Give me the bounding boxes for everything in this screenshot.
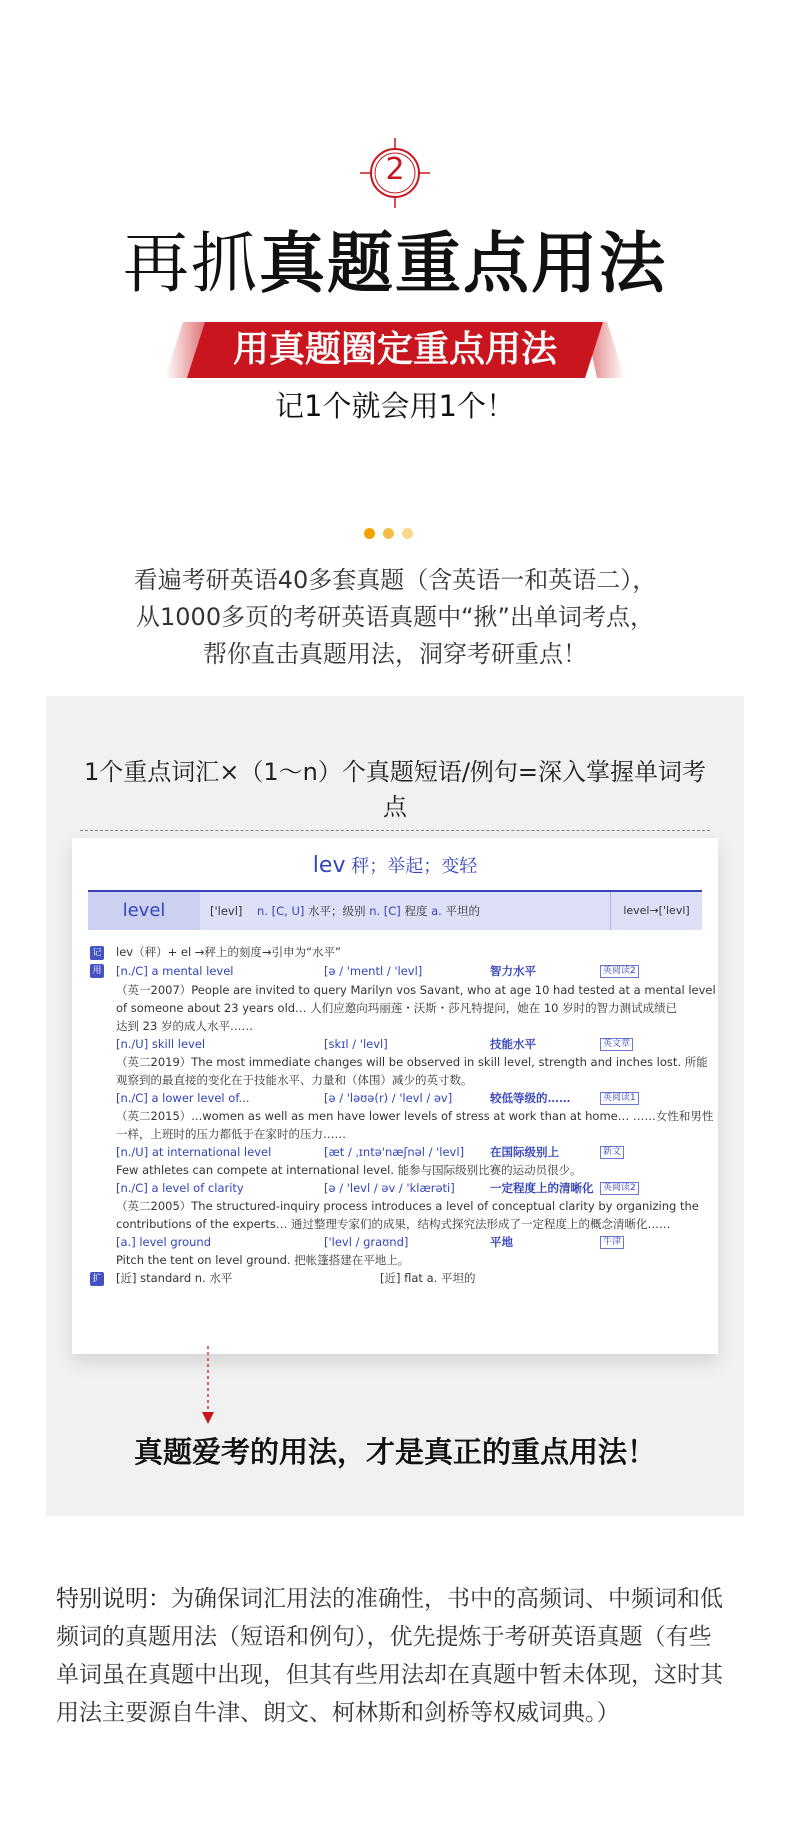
example-line: （英二2005）The structured-inquiry process introduces a level of conceptual clarity by organizing the: [116, 1199, 699, 1213]
tagline: 记1个就会用1个！: [275, 389, 515, 423]
usage-entry: [116, 963, 696, 980]
usage-entry: [116, 1090, 696, 1107]
dictionary-card: [72, 838, 718, 1354]
entry-phrase: [n./C] a mental level: [116, 964, 234, 978]
note-label: 特别说明：: [56, 1586, 171, 1612]
headword-phonetic: ['levl]: [210, 904, 243, 918]
intro-text: [0, 562, 790, 673]
usage-entry: [116, 1234, 696, 1251]
note-line-3: 单词虽在真题中出现，但其有些用法却在真题中暂未体现，这时其: [56, 1662, 723, 1688]
headword-bar: [88, 892, 702, 930]
entry-phrase: [n./C] a lower level of...: [116, 1091, 250, 1105]
example-line: Few athletes can compete at international level. 能参与国际级别比赛的运动员很少。: [116, 1163, 582, 1177]
pos-1: n. [C, U]: [257, 904, 305, 918]
note-line-1: 为确保词汇用法的准确性，书中的高频词、中频词和低: [171, 1586, 723, 1612]
entry-phrase: [n./U] at international level: [116, 1145, 272, 1159]
entry-source-tag: 英阅读2: [600, 1182, 639, 1195]
entry-meaning: 一定程度上的清晰化: [490, 1181, 594, 1195]
def-1: 水平；级别: [308, 904, 366, 918]
entry-meaning: 较低等级的……: [490, 1091, 571, 1105]
entry-phonetic: [skɪl / 'levl]: [324, 1037, 388, 1051]
note-line-4: 用法主要源自牛津、朗文、柯林斯和剑桥等权威词典。）: [56, 1700, 620, 1726]
title-main: 真题重点用法: [259, 225, 667, 302]
entry-source-tag: 牛津: [600, 1236, 624, 1249]
entry-phonetic: [ə / 'ləʊə(r) / 'levl / əv]: [324, 1091, 453, 1105]
def-3: 平坦的: [445, 904, 480, 918]
etymology: lev（秤）+ el →秤上的刻度→引申为“水平”: [116, 945, 341, 959]
dot-2: [383, 528, 394, 539]
root-word: lev: [312, 853, 346, 878]
intro-line-1: 看遍考研英语40多套真题（含英语一和英语二），: [133, 566, 657, 594]
usage-entry: [116, 1144, 696, 1161]
headword-definition: [210, 892, 480, 930]
example-line: （英二2019）The most immediate changes will be observed in skill level, strength and inches lost. 所能: [116, 1055, 708, 1069]
intro-line-3: 帮你直击真题用法，洞穿考研重点！: [203, 640, 587, 668]
def-2: 程度: [404, 904, 428, 918]
dashed-arrow-icon: [202, 1346, 214, 1424]
entry-source-tag: 英阅读1: [600, 1092, 639, 1105]
usage-icon: 用: [90, 964, 104, 978]
entry-phrase: [n./U] skill level: [116, 1037, 206, 1051]
intro-line-2: 从1000多页的考研英语真题中“揪”出单词考点，: [136, 603, 654, 631]
memory-box: level→['levl]: [610, 892, 702, 930]
entry-meaning: 技能水平: [490, 1037, 536, 1051]
entry-meaning: 智力水平: [490, 964, 536, 978]
synonym-2: [近] flat a. 平坦的: [380, 1271, 476, 1285]
root-title: [72, 852, 718, 878]
usage-entry: [116, 1180, 696, 1197]
dot-1: [364, 528, 375, 539]
example-line: contributions of the experts… 通过整理专家们的成果，结构式探究法形成了一定程度上的概念清晰化……: [116, 1217, 671, 1231]
special-note: [56, 1580, 746, 1732]
formula-heading: 1个重点词汇×（1～n）个真题短语/例句=深入掌握单词考点: [80, 752, 710, 831]
memory-icon: 记: [90, 946, 104, 960]
ribbon-text: 用真题圈定重点用法: [232, 329, 557, 370]
page-title: [0, 210, 790, 305]
page-dots: [364, 524, 426, 538]
entry-source-tag: 英阅读2: [600, 965, 639, 978]
pos-3: a.: [431, 904, 442, 918]
entry-meaning: 在国际级别上: [490, 1145, 559, 1159]
entry-phonetic: ['levl / ɡraʊnd]: [324, 1235, 409, 1249]
entry-phonetic: [ə / 'levl / əv / 'klærəti]: [324, 1181, 455, 1195]
pos-2: n. [C]: [369, 904, 401, 918]
example-line: 达到 23 岁的成人水平……: [116, 1019, 253, 1033]
synonym-1: [近] standard n. 水平: [116, 1271, 233, 1285]
entry-source-tag: 新文: [600, 1146, 624, 1159]
headword: level: [88, 892, 200, 930]
example-line: Pitch the tent on level ground. 把帐篷搭建在平地上。: [116, 1253, 410, 1267]
entry-phonetic: [æt / ˌɪntə'næʃnəl / 'levl]: [324, 1145, 465, 1159]
example-line: of someone about 23 years old… 人们应邀向玛丽莲・沃斯・莎凡特提问，她在 10 岁时的智力测试成绩已: [116, 1001, 678, 1015]
root-meaning: 秤；举起；变轻: [351, 856, 478, 877]
entry-phrase: [n./C] a level of clarity: [116, 1181, 244, 1195]
example-line: （英二2015）...women as well as men have lower levels of stress at work than at home… ……女性和男性: [116, 1109, 714, 1123]
example-line: 一样，上班时的压力都低于在家时的压力……: [116, 1127, 346, 1141]
badge-number: 2: [385, 152, 405, 187]
entry-phrase: [a.] level ground: [116, 1235, 212, 1249]
title-prefix: 再抓: [123, 225, 259, 302]
usage-entry: [116, 1036, 696, 1053]
note-line-2: 频词的真题用法（短语和例句），优先提炼于考研英语真题（有些: [56, 1624, 712, 1650]
entry-phonetic: [ə / 'mentl / 'levl]: [324, 964, 423, 978]
entry-meaning: 平地: [490, 1235, 513, 1249]
entry-source-tag: 英文章: [600, 1038, 633, 1051]
slogan: 真题爱考的用法，才是真正的重点用法！: [133, 1435, 656, 1469]
dot-3: [402, 528, 413, 539]
example-line: 观察到的最直接的变化在于技能水平、力量和（体围）减少的英寸数。: [116, 1073, 473, 1087]
extension-icon: 扩: [90, 1272, 104, 1286]
example-line: （英一2007）People are invited to query Marilyn vos Savant, who at age 10 had tested at a mental level: [116, 983, 716, 997]
